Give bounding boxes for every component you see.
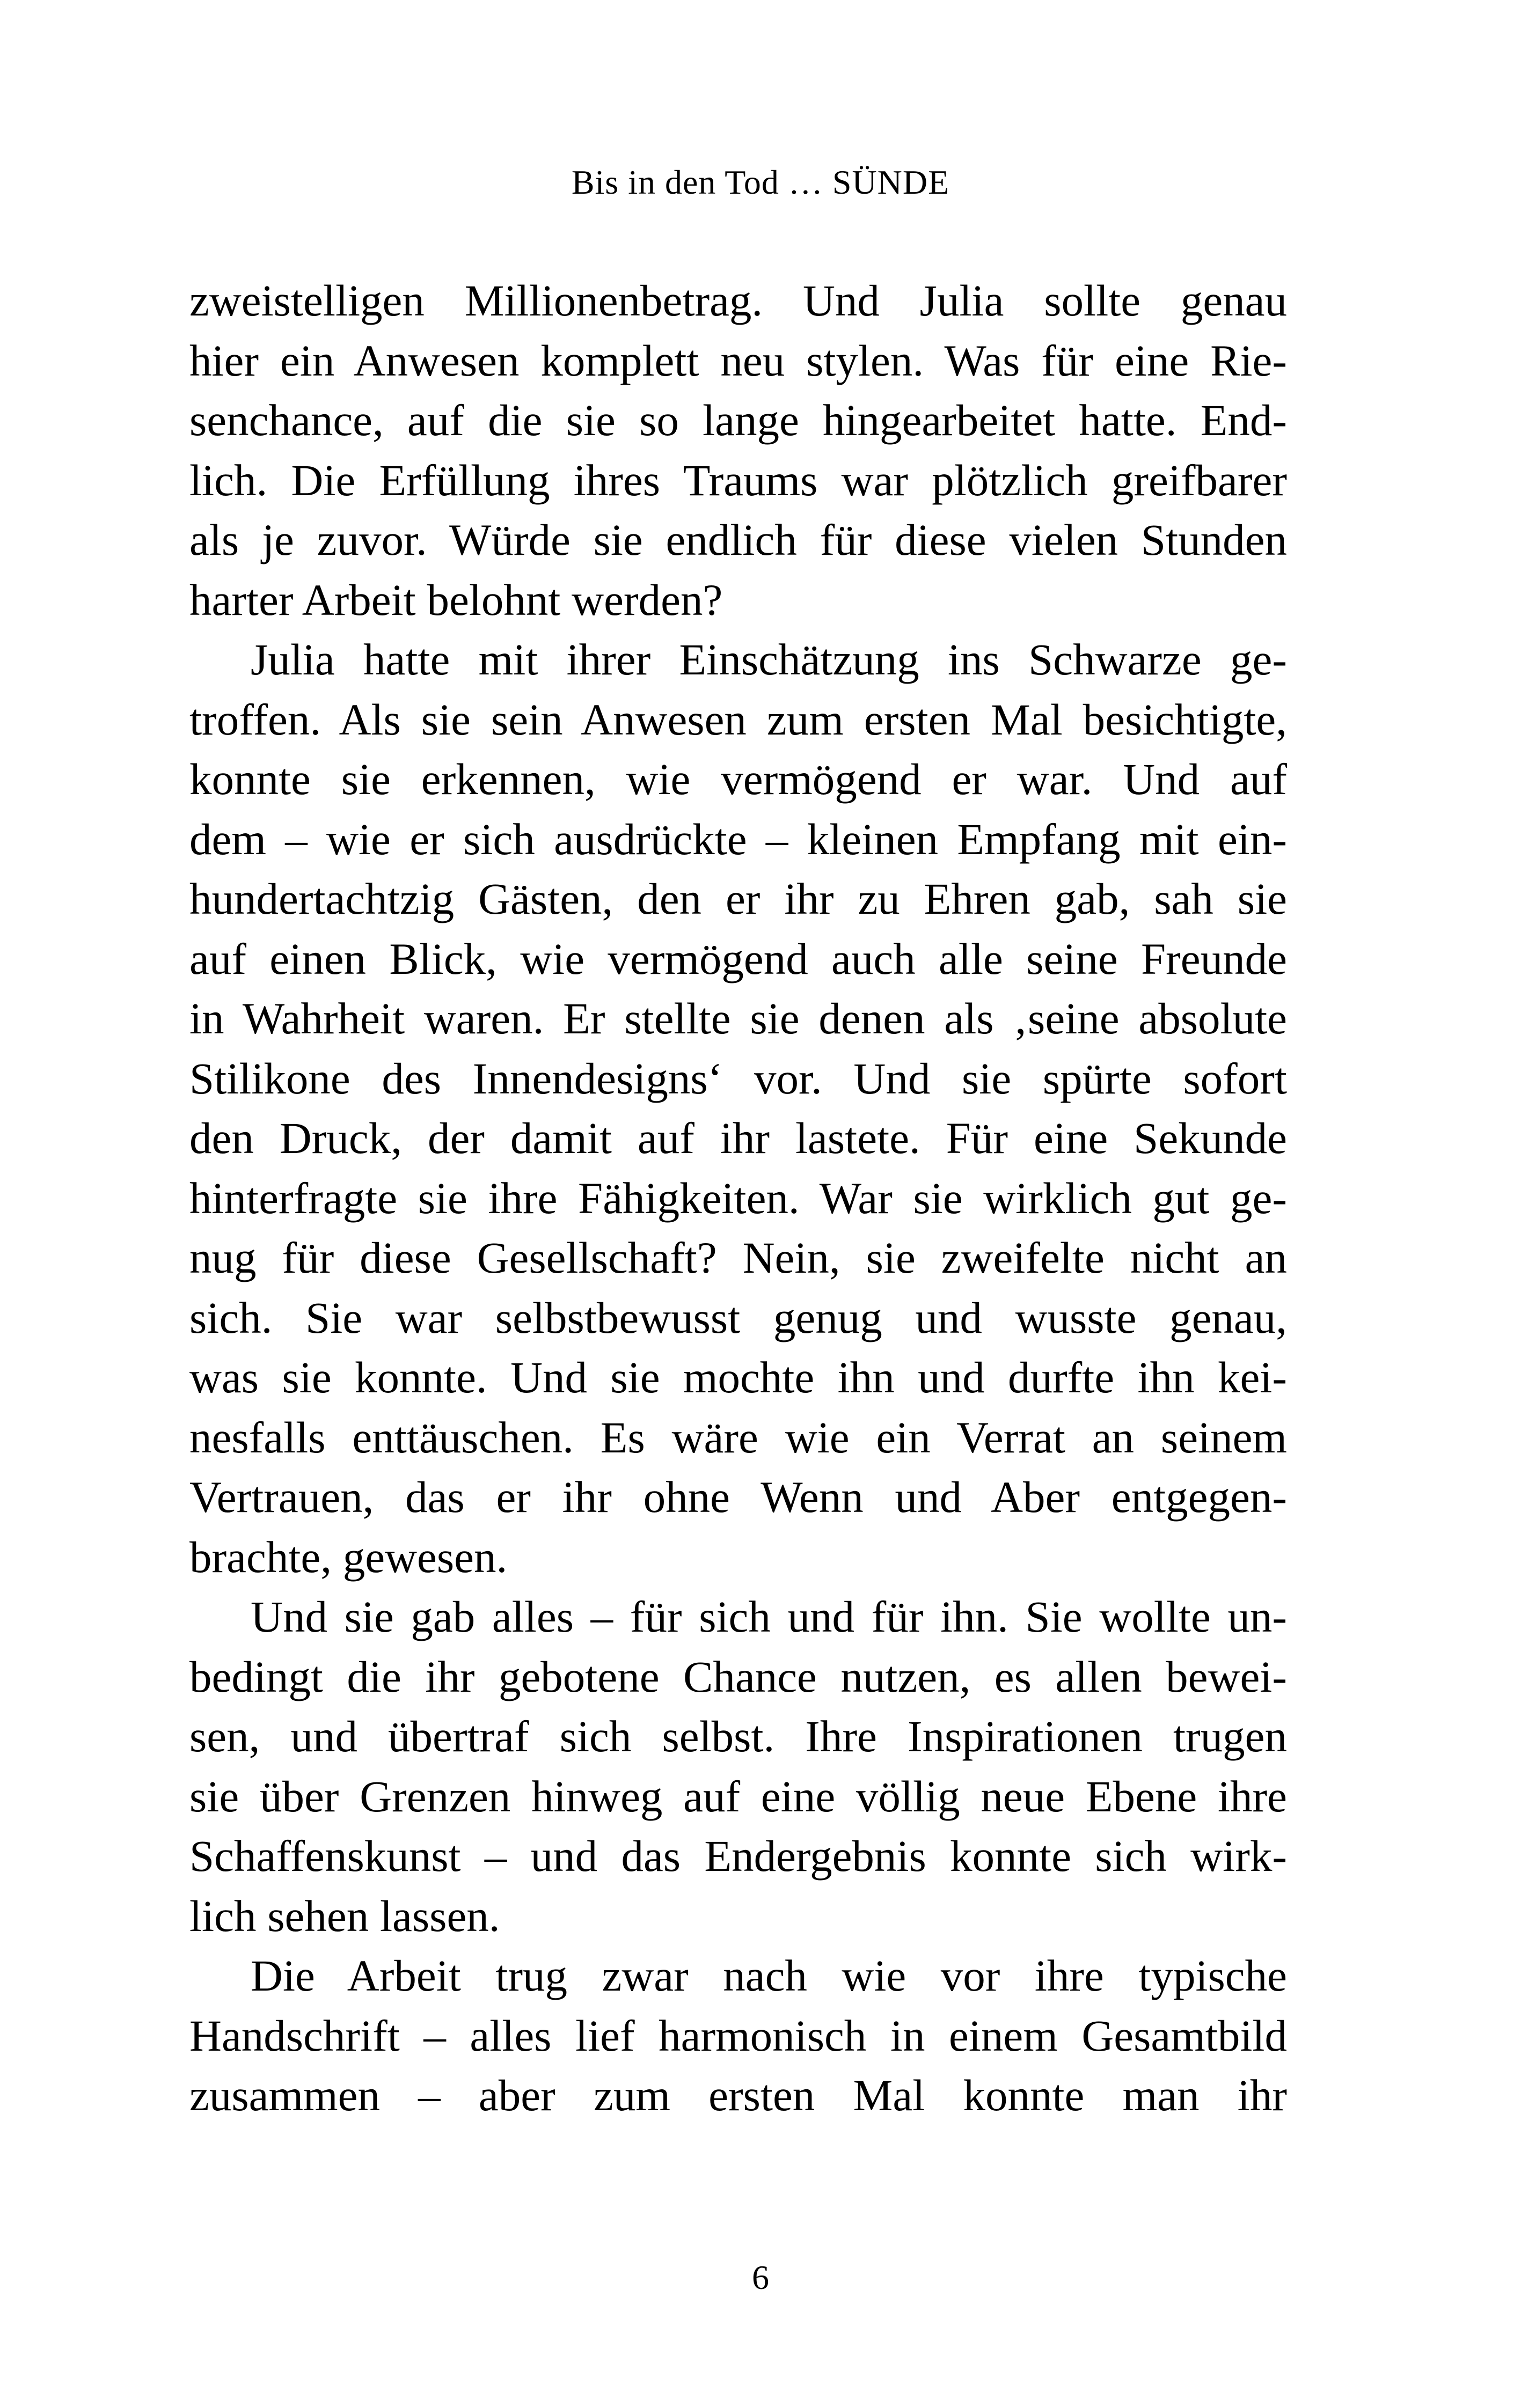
text-line: als je zuvor. Würde sie endlich für diese vielen Stunden	[189, 515, 1287, 564]
text-line: senchance, auf die sie so lange hingearbeitet hatte. End-	[189, 395, 1287, 445]
text-line: bedingt die ihr gebotene Chance nutzen, es allen bewei-	[189, 1651, 1287, 1701]
text-line: lich. Die Erfüllung ihres Traums war plötzlich greifbarer	[189, 455, 1287, 505]
text-line: Stilikone des Innendesigns‘ vor. Und sie spürte sofort	[189, 1053, 1287, 1103]
text-line: Vertrauen, das er ihr ohne Wenn und Aber entgegen-	[189, 1472, 1287, 1522]
text-line: troffen. Als sie sein Anwesen zum ersten Mal besichtigte,	[189, 694, 1287, 744]
body-text	[189, 271, 1287, 2126]
text-line: konnte sie erkennen, wie vermögend er war. Und auf	[189, 754, 1287, 804]
text-line: sie über Grenzen hinweg auf eine völlig neue Ebene ihre	[189, 1771, 1287, 1821]
text-line: was sie konnte. Und sie mochte ihn und durfte ihn kei-	[189, 1353, 1287, 1402]
paragraph	[189, 1587, 1287, 1946]
text-line: Schaffenskunst – und das Endergebnis konnte sich wirk-	[189, 1831, 1287, 1881]
text-line: hier ein Anwesen komplett neu stylen. Was für eine Rie-	[189, 335, 1287, 385]
text-line: lich sehen lassen.	[189, 1891, 500, 1941]
text-line: Handschrift – alles lief harmonisch in einem Gesamtbild	[189, 2010, 1287, 2060]
text-line: zusammen – aber zum ersten Mal konnte man ihr	[189, 2071, 1287, 2120]
paragraph	[189, 271, 1287, 630]
text-line: brachte, gewesen.	[189, 1532, 508, 1582]
running-header: Bis in den Tod … SÜNDE	[571, 163, 950, 201]
text-line: hundertachtzig Gästen, den er ihr zu Ehren gab, sah sie	[189, 874, 1287, 923]
text-line: auf einen Blick, wie vermögend auch alle seine Freunde	[189, 934, 1287, 983]
text-line: in Wahrheit waren. Er stellte sie denen als ‚seine absolute	[189, 994, 1287, 1043]
text-line: zweistelligen Millionenbetrag. Und Julia sollte genau	[189, 276, 1287, 325]
text-line: hinterfragte sie ihre Fähigkeiten. War sie wirklich gut ge-	[189, 1173, 1287, 1223]
text-line: harter Arbeit belohnt werden?	[189, 575, 723, 625]
paragraph	[189, 630, 1287, 1587]
text-line: nug für diese Gesellschaft? Nein, sie zweifelte nicht an	[189, 1233, 1287, 1282]
paragraph	[189, 1946, 1287, 2126]
text-line: sen, und übertraf sich selbst. Ihre Inspirationen trugen	[189, 1712, 1287, 1761]
text-line: dem – wie er sich ausdrückte – kleinen Empfang mit ein-	[189, 814, 1287, 864]
text-line: sich. Sie war selbstbewusst genug und wusste genau,	[189, 1293, 1287, 1342]
page-number: 6	[752, 2258, 769, 2296]
text-line: nesfalls enttäuschen. Es wäre wie ein Verrat an seinem	[189, 1412, 1287, 1462]
text-line: Und sie gab alles – für sich und für ihn. Sie wollte un-	[251, 1592, 1287, 1641]
text-line: den Druck, der damit auf ihr lastete. Für eine Sekunde	[189, 1113, 1287, 1163]
text-line: Die Arbeit trug zwar nach wie vor ihre typische	[251, 1951, 1287, 2000]
text-line: Julia hatte mit ihrer Einschätzung ins Schwarze ge-	[251, 635, 1287, 684]
